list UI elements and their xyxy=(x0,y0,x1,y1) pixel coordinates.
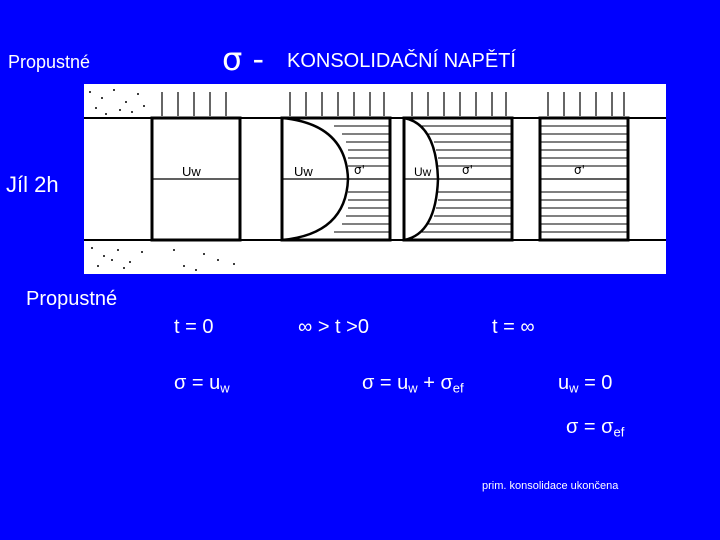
sigma-symbol: σ - xyxy=(222,40,264,78)
bottom-permeable-label: Propustné xyxy=(26,288,118,310)
bottom-sand-dots xyxy=(91,247,235,271)
relation-t0-main: σ = u xyxy=(174,372,221,394)
relation-inf1-main: u xyxy=(558,372,570,394)
panel-t0 xyxy=(152,92,240,240)
panel1-uw-label: Uw xyxy=(182,164,201,179)
relation-inf2-sub: ef xyxy=(613,424,625,440)
clay-layer-label: Jíl 2h xyxy=(6,172,63,198)
relation-t0 xyxy=(174,372,230,395)
relation-inf1-rest: = 0 xyxy=(578,372,613,394)
page-title: KONSOLIDAČNÍ NAPĚTÍ xyxy=(287,50,516,72)
panel3-uw-label: Uw xyxy=(414,165,432,179)
consolidation-diagram xyxy=(84,84,666,274)
relation-mid-sub2: ef xyxy=(452,380,464,396)
time-zero: t = 0 xyxy=(174,316,214,338)
relation-mid-main: σ = u xyxy=(362,372,409,394)
relation-inf1-sub: w xyxy=(569,380,579,396)
top-sand-dots xyxy=(89,89,145,115)
relation-t0-sub: w xyxy=(220,380,230,396)
relation-infinity-uw xyxy=(558,372,612,395)
relation-inf2-main: σ = σ xyxy=(566,416,614,438)
time-intermediate: ∞ > t >0 xyxy=(298,316,369,338)
panel2-sigma-label: σ' xyxy=(354,163,365,177)
panel-mid-early xyxy=(282,92,390,240)
panel4-sigma-label: σ' xyxy=(574,163,585,177)
relation-mid-sub1: w xyxy=(408,380,418,396)
footnote: prim. konsolidace ukončena xyxy=(482,480,619,492)
panel3-sigma-label: σ' xyxy=(462,163,473,177)
relation-infinity-sigma xyxy=(566,416,624,439)
panel-mid-late xyxy=(404,92,512,240)
panel-tinf xyxy=(540,92,628,240)
time-infinity: t = ∞ xyxy=(492,316,535,338)
panel2-uw-label: Uw xyxy=(294,164,313,179)
relation-intermediate xyxy=(362,372,464,395)
top-permeable-label: Propustné xyxy=(8,52,91,72)
relation-mid-plus: + σ xyxy=(417,372,453,394)
